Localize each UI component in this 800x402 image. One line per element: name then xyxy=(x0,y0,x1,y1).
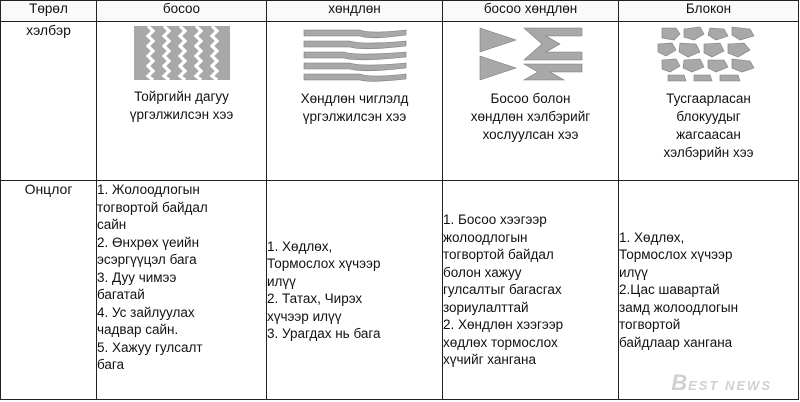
mixed-tread-icon xyxy=(476,26,586,82)
features-mixed xyxy=(443,181,619,400)
shape-caption-vertical: Тойргийн дагуу үргэлжилсэн хээ xyxy=(129,89,234,122)
features-block-text: 1. Хөдлөх, Тормослох хүчээр илүү 2.Цас шавартай замд жолоодлогын тогвортой байдлаар хангана xyxy=(619,229,739,350)
shape-caption-mixed: Босоо болон хөндлөн хэлбэрийг хослуулсан хээ xyxy=(470,91,591,142)
vertical-tread-icon xyxy=(134,26,230,80)
horizontal-tread-icon xyxy=(300,26,410,82)
header-horizontal: хөндлөн xyxy=(267,1,443,22)
header-row xyxy=(1,1,799,22)
shape-cell-block xyxy=(619,22,799,181)
features-horizontal xyxy=(267,181,443,400)
shape-cell-mixed xyxy=(443,22,619,181)
features-vertical-text: 1. Жолоодлогын тогвортой байдал сайн 2. Өнхрөх үеийн эсэргүүцэл бага 3. Дуу чимээ багатай 4. Ус зайлуулах чадвар сайн. 5. Хажуу гулсалт бага xyxy=(97,182,208,372)
shape-caption-horizontal: Хөндлөн чиглэлд үргэлжилсэн хээ xyxy=(300,91,409,124)
header-vertical: босоо xyxy=(97,1,267,22)
watermark-sub: EST NEWS xyxy=(688,378,772,393)
feature-row xyxy=(1,181,799,400)
header-block: Блокон xyxy=(619,1,799,22)
shape-cell-horizontal xyxy=(267,22,443,181)
header-vertical-horizontal: босоо хөндлөн xyxy=(443,1,619,22)
shape-caption-block: Тусгаарласан блокуудыг жагсаасан хэлбэрийн хээ xyxy=(663,91,754,160)
header-type: Төрөл xyxy=(1,1,97,22)
block-tread-icon xyxy=(654,26,764,82)
watermark-main: B xyxy=(671,370,689,395)
features-vertical xyxy=(97,181,267,400)
feature-row-label: Онцлог xyxy=(1,181,97,400)
shape-cell-vertical xyxy=(97,22,267,181)
features-horizontal-text: 1. Хөдлөх, Тормослох хүчээр илүү 2. Татах, Чирэх хүчээр илүү 3. Урагдах нь бага xyxy=(267,238,381,341)
features-mixed-text: 1. Босоо хээгээр жолоодлогын тогвортой байдал болон хажуу гулсалтыг багасгах зориулалттай 2. Хөндлөн хээгээр хөдлөх тормослох хүчийг хангана xyxy=(443,212,564,368)
shape-row xyxy=(1,22,799,181)
shape-row-label: хэлбэр xyxy=(1,22,97,181)
features-block xyxy=(619,181,799,400)
watermark-logo xyxy=(671,370,772,396)
